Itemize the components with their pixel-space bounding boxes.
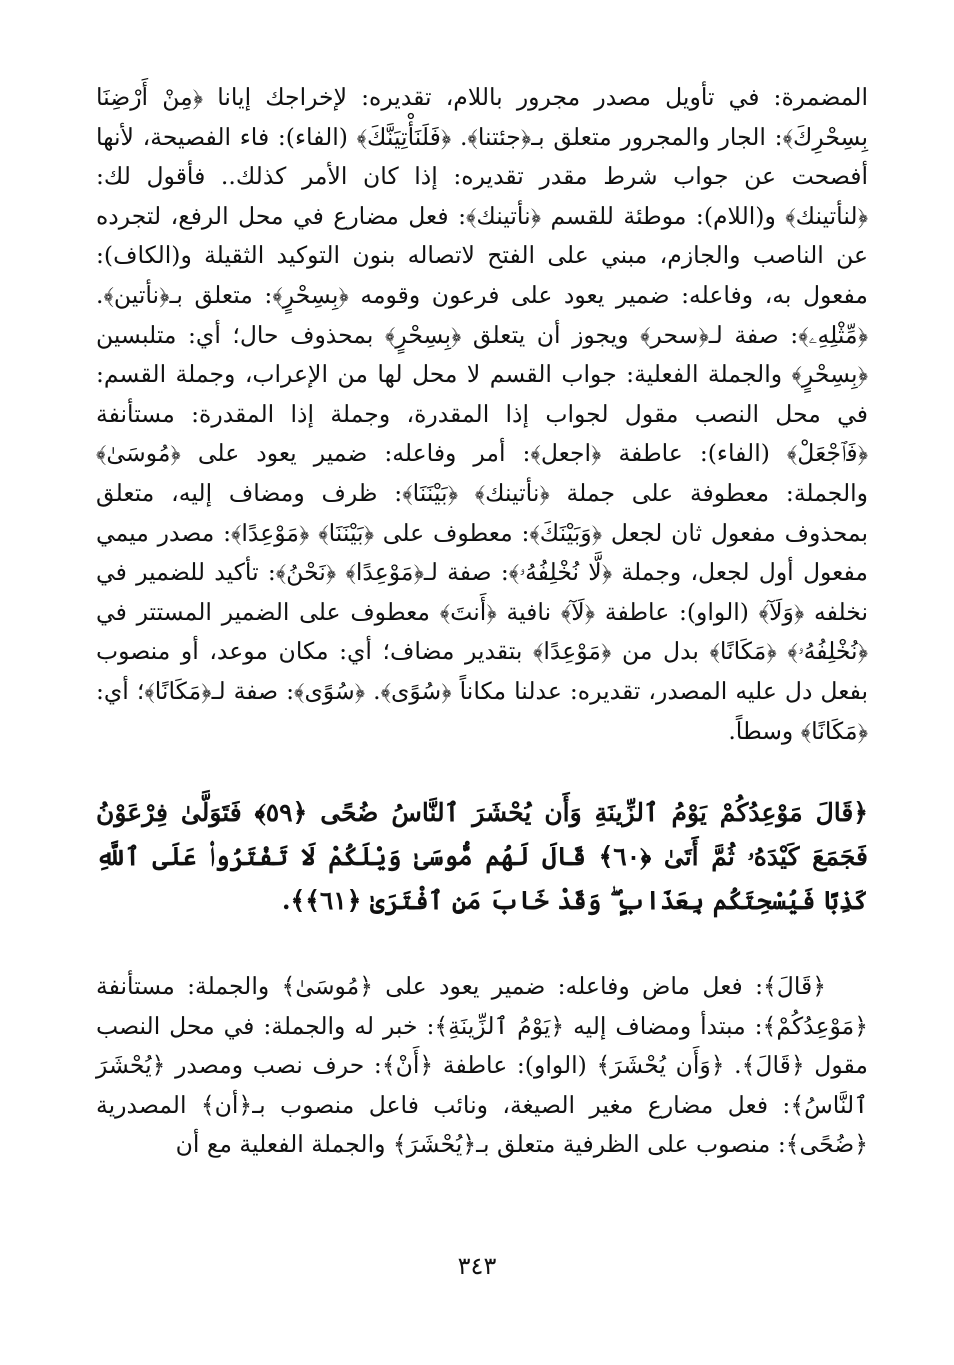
- quran-verse-block: ﴿قَالَ مَوْعِدُكُمْ يَوْمُ ٱلزِّينَةِ وَأَن يُحْشَرَ ٱلنَّاسُ ضُحًى ﴿٥٩﴾ فَتَوَلَّىٰ فِرْعَوْنُ فَجَمَعَ كَيْدَهُۥ ثُمَّ أَتَىٰ ﴿٦٠﴾ قَالَ لَهُم مُّوسَىٰ وَيْلَكُمْ لَا تَفْتَرُوا۟ عَلَى ٱللَّهِ كَذِبًا فَيُسْحِتَكُم بِعَذَابٍ ۖ وَقَدْ خَابَ مَنِ ٱفْتَرَىٰ ﴿٦١﴾﴾.: [96, 798, 868, 916]
- page-number: ٣٤٣: [457, 1252, 497, 1280]
- spacer: [96, 751, 868, 791]
- commentary-paragraph-1: المضمرة: في تأويل مصدر مجرور باللام، تقديره: لإخراجك إيانا ﴿مِنْ أَرْضِنَا بِسِحْرِكَ﴾: الجار والمجرور متعلق بـ﴿جئتنا﴾. ﴿فَلَنَأْتِيَنَّكَ﴾ (الفاء): فاء الفصيحة، لأنها أفصحت عن جواب شرط مقدر تقديره: إذا كان الأمر كذلك.. فأقول لك: ﴿لنأتينك﴾ و(اللام): موطئة للقسم ﴿نأتينك﴾: فعل مضارع في محل الرفع، لتجرده عن الناصب والجازم، مبني على الفتح لاتصاله بنون التوكيد الثقيلة و(الكاف): مفعول به، وفاعله: ضمير يعود على فرعون وقومه ﴿بِسِحْرٍ﴾: متعلق بـ﴿نأتين﴾. ﴿مِّثْلِهِۦ﴾: صفة لـ﴿سحر﴾ ويجوز أن يتعلق ﴿بِسِحْرٍ﴾ بمحذوف حال؛ أي: متلبسين ﴿بِسِحْرٍ﴾ والجملة الفعلية: جواب القسم لا محل لها من الإعراب، وجملة القسم: في محل النصب مقول لجواب إذا المقدرة، وجملة إذا المقدرة: مستأنفة ﴿فَٱجْعَلْ﴾ (الفاء): عاطفة ﴿اجعل﴾: أمر وفاعله: ضمير يعود على ﴿مُوسَىٰ﴾ والجملة: معطوفة على جملة ﴿نأتينك﴾ ﴿بَيْنَنَا﴾: ظرف ومضاف إليه، متعلق بمحذوف مفعول ثان لجعل ﴿وَبَيْنَكَ﴾: معطوف على ﴿بَيْنَنَا﴾ ﴿مَوْعِدًا﴾: مصدر ميمي مفعول أول لجعل، وجملة ﴿لَّا نُخْلِفُهُۥ﴾: صفة لـ﴿مَوْعِدًا﴾ ﴿نَحْنُ﴾: تأكيد للضمير في نخلفه ﴿وَلَآ﴾ (الواو): عاطفة ﴿لَآ﴾ نافية ﴿أَنتَ﴾ معطوف على الضمير المستتر في ﴿نُخْلِفُهُۥ﴾ ﴿مَكَانًا﴾ بدل من ﴿مَوْعِدًا﴾ بتقدير مضاف؛ أي: مكان موعد، أو منصوب بفعل دل عليه المصدر، تقديره: عدلنا مكاناً ﴿سُوًى﴾. ﴿سُوًى﴾: صفة لـ﴿مَكَانًا﴾؛ أي: ﴿مَكَانًا﴾ وسطاً.: [96, 83, 868, 745]
- commentary-paragraph-2: ﴿قَالَ﴾: فعل ماض وفاعله: ضمير يعود على ﴿مُوسَىٰ﴾ والجملة: مستأنفة ﴿مَوْعِدُكُمْ﴾: مبتدأ ومضاف إليه ﴿يَوْمُ ٱلزِّينَةِ﴾: خبر له والجملة: في محل النصب مقول ﴿قَالَ﴾. ﴿وَأَن يُحْشَرَ﴾ (الواو): عاطفة ﴿أَنْ﴾: حرف نصب ومصدر ﴿يُحْشَرَ ٱلنَّاسُ﴾: فعل مضارع مغير الصيغة، ونائب فاعل منصوب بـ﴿أن﴾ المصدرية ﴿ضُحًى﴾: منصوب على الظرفية متعلق بـ﴿يُحْشَرَ﴾ والجملة الفعلية مع أن: [96, 972, 868, 1159]
- spacer: [96, 923, 868, 967]
